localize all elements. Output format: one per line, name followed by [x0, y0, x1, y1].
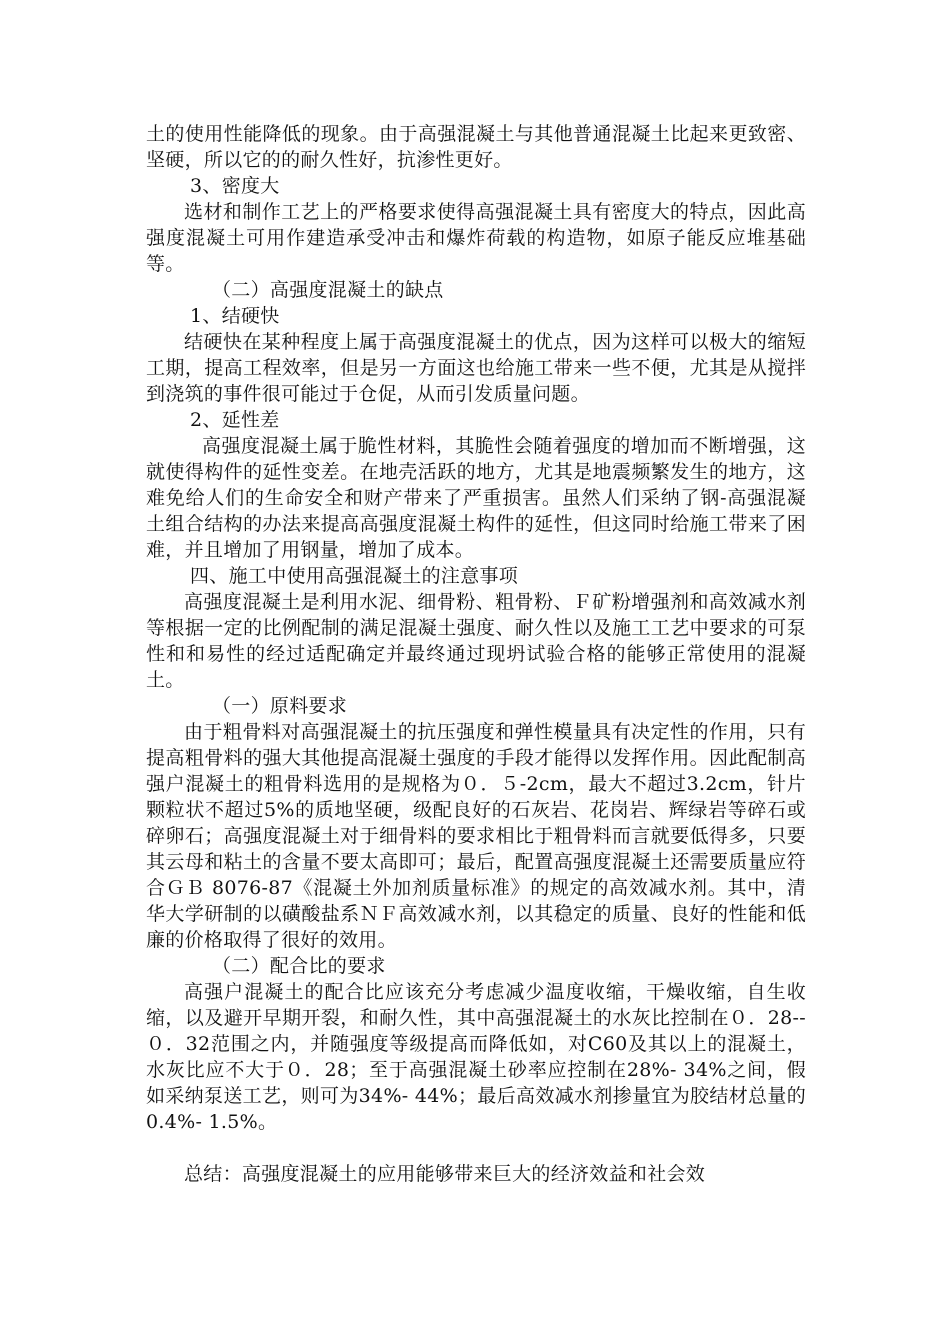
- paragraph-gap: [146, 1135, 806, 1161]
- section-heading-construction-notes: 四、施工中使用高强混凝土的注意事项: [190, 565, 519, 587]
- subheading-high-density: 3、密度大: [190, 175, 280, 197]
- subheading-poor-ductility: 2、延性差: [190, 409, 280, 431]
- paragraph-high-density: 选材和制作工艺上的严格要求使得高强混凝土具有密度大的特点，因此高强度混凝土可用作建造承受冲击和爆炸荷载的构造物，如原子能反应堆基础等。: [146, 201, 806, 275]
- paragraph-continued-durability: 土的使用性能降低的现象。由于高强混凝土与其他普通混凝土比起来更致密、坚硬，所以它的的耐久性好，抗渗性更好。: [146, 123, 806, 171]
- section-heading-mix-ratio: （二）配合比的要求: [212, 955, 386, 977]
- subheading-fast-hardening: 1、结硬快: [190, 305, 280, 327]
- paragraph-summary: 总结：高强度混凝土的应用能够带来巨大的经济效益和社会效: [184, 1163, 706, 1185]
- document-body: [146, 121, 806, 1187]
- paragraph-poor-ductility: 高强度混凝土属于脆性材料，其脆性会随着强度的增加而不断增强，这就使得构件的延性变差。在地壳活跃的地方，尤其是地震频繁发生的地方，这难免给人们的生命安全和财产带来了严重损害。虽然人们采纳了钢-高强混凝土组合结构的办法来提高高强度混凝土构件的延性，但这同时给施工带来了困难，并且增加了用钢量，增加了成本。: [146, 435, 806, 561]
- paragraph-definition: 高强度混凝土是利用水泥、细骨粉、粗骨粉、Ｆ矿粉增强剂和高效减水剂等根据一定的比例配制的满足混凝土强度、耐久性以及施工工艺中要求的可泵性和和易性的经过适配确定并最终通过现坍试验合格的能够正常使用的混凝土。: [146, 591, 806, 691]
- section-heading-raw-materials: （一）原料要求: [212, 695, 348, 717]
- paragraph-fast-hardening: 结硬快在某种程度上属于高强度混凝土的优点，因为这样可以极大的缩短工期，提高工程效率，但是另一方面这也给施工带来一些不便，尤其是从搅拌到浇筑的事件很可能过于仓促，从而引发质量问题。: [146, 331, 806, 405]
- paragraph-raw-materials: 由于粗骨料对高强混凝土的抗压强度和弹性模量具有决定性的作用，只有提高粗骨料的强大其他提高混凝土强度的手段才能得以发挥作用。因此配制高强户混凝土的粗骨料选用的是规格为０．５-2cm，最大不超过3.2cm，针片颗粒状不超过5%的质地坚硬，级配良好的石灰岩、花岗岩、辉绿岩等碎石或碎卵石；高强度混凝土对于细骨料的要求相比于粗骨料而言就要低得多，只要其云母和粘土的含量不要太高即可；最后，配置高强度混凝土还需要质量应符合ＧＢ 8076-87《混凝土外加剂质量标准》的规定的高效减水剂。其中，清华大学研制的以磺酸盐系ＮＦ高效减水剂，以其稳定的质量、良好的性能和低廉的价格取得了很好的效用。: [146, 721, 806, 951]
- section-heading-disadvantages: （二）高强度混凝土的缺点: [212, 279, 444, 301]
- paragraph-mix-ratio: 高强户混凝土的配合比应该充分考虑减少温度收缩，干燥收缩，自生收缩，以及避开早期开裂，和耐久性，其中高强混凝土的水灰比控制在０．28--０．32范围之内，并随强度等级提高而降低如，对C60及其以上的混凝土，水灰比应不大于０．28；至于高强混凝土砂率应控制在28%- 34%之间，假如采纳泵送工艺，则可为34%- 44%；最后高效减水剂掺量宜为胶结材总量的0.4%- 1.5%。: [146, 981, 806, 1133]
